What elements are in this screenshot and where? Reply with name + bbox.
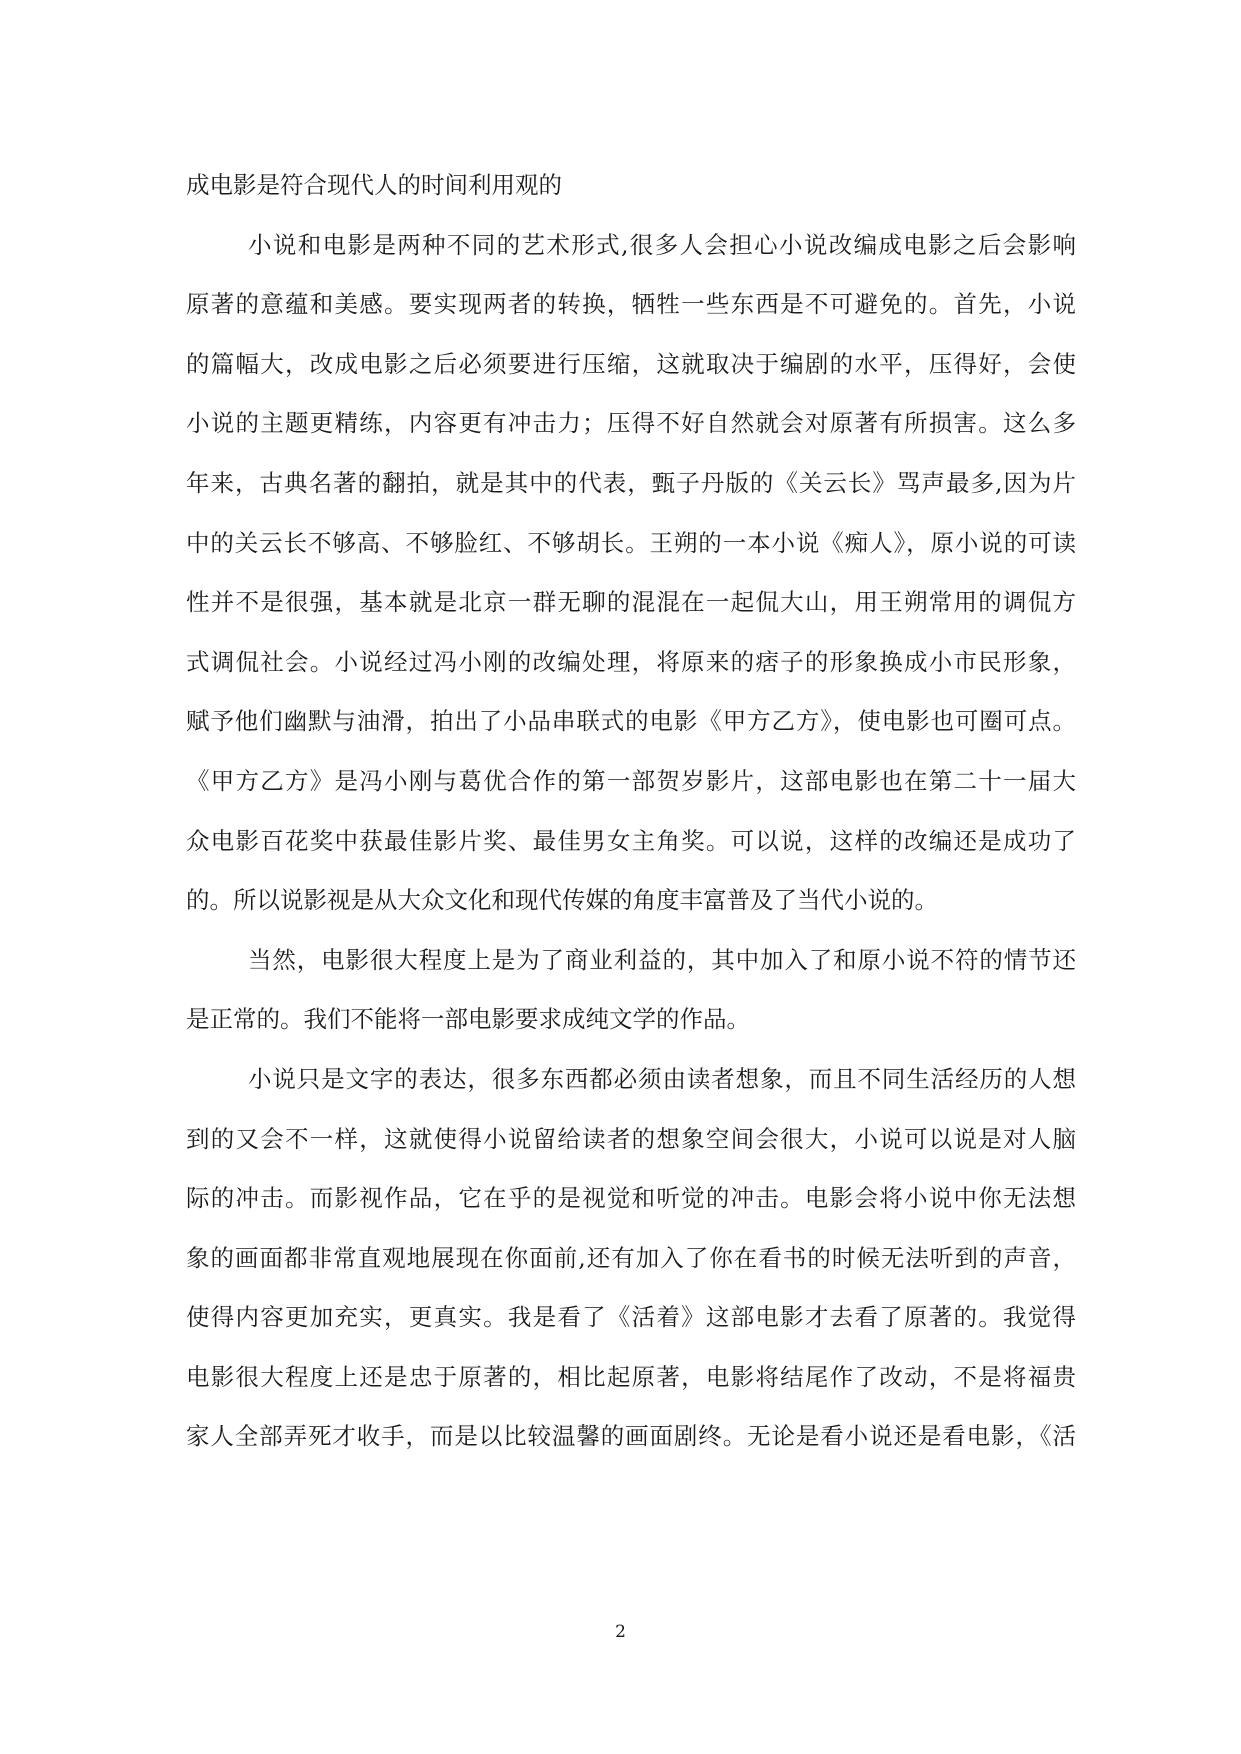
text-line: 到的又会不一样，这就使得小说留给读者的想象空间会很大，小说可以说是对人脑 bbox=[186, 1124, 1076, 1153]
text-line: 赋予他们幽默与油滑，拍出了小品串联式的电影《甲方乙方》，使电影也可圈可点。 bbox=[186, 707, 1076, 736]
text-line: 当然，电影很大程度上是为了商业利益的，其中加入了和原小说不符的情节还 bbox=[248, 945, 1076, 974]
text-line: 电影很大程度上还是忠于原著的，相比起原著，电影将结尾作了改动，不是将福贵 bbox=[186, 1362, 1076, 1391]
text-line: 小说只是文字的表达，很多东西都必须由读者想象，而且不同生活经历的人想 bbox=[248, 1064, 1076, 1093]
text-line: 成电影是符合现代人的时间利用观的 bbox=[186, 171, 562, 199]
text-line: 使得内容更加充实，更真实。我是看了《活着》这部电影才去看了原著的。我觉得 bbox=[186, 1303, 1076, 1332]
text-line: 家人全部弄死才收手，而是以比较温馨的画面剧终。无论是看小说还是看电影，《活 bbox=[186, 1422, 1076, 1451]
text-line: 式调侃社会。小说经过冯小刚的改编处理，将原来的痞子的形象换成小市民形象， bbox=[186, 647, 1076, 676]
text-line: 年来，古典名著的翻拍，就是其中的代表，甄子丹版的《关云长》骂声最多,因为片 bbox=[186, 468, 1076, 497]
text-line: 象的画面都非常直观地展现在你面前,还有加入了你在看书的时候无法听到的声音， bbox=[186, 1243, 1076, 1272]
text-line: 小说和电影是两种不同的艺术形式,很多人会担心小说改编成电影之后会影响 bbox=[248, 230, 1076, 259]
text-line: 原著的意蕴和美感。要实现两者的转换，牺牲一些东西是不可避免的。首先，小说 bbox=[186, 290, 1076, 319]
text-line: 的篇幅大，改成电影之后必须要进行压缩，这就取决于编剧的水平，压得好，会使 bbox=[186, 349, 1076, 378]
text-line: 中的关云长不够高、不够脸红、不够胡长。王朔的一本小说《痴人》，原小说的可读 bbox=[186, 528, 1076, 557]
text-line: 际的冲击。而影视作品，它在乎的是视觉和听觉的冲击。电影会将小说中你无法想 bbox=[186, 1184, 1076, 1213]
page-number: 2 bbox=[615, 1622, 626, 1642]
text-line: 的。所以说影视是从大众文化和现代传媒的角度丰富普及了当代小说的。 bbox=[186, 886, 938, 915]
text-line: 众电影百花奖中获最佳影片奖、最佳男女主角奖。可以说，这样的改编还是成功了 bbox=[186, 826, 1076, 855]
text-line: 《甲方乙方》是冯小刚与葛优合作的第一部贺岁影片，这部电影也在第二十一届大 bbox=[186, 766, 1076, 795]
page-body bbox=[186, 156, 1076, 1467]
text-line: 小说的主题更精练，内容更有冲击力；压得不好自然就会对原著有所损害。这么多 bbox=[186, 409, 1076, 438]
text-line: 是正常的。我们不能将一部电影要求成纯文学的作品。 bbox=[186, 1005, 750, 1034]
text-line: 性并不是很强，基本就是北京一群无聊的混混在一起侃大山，用王朔常用的调侃方 bbox=[186, 588, 1076, 617]
